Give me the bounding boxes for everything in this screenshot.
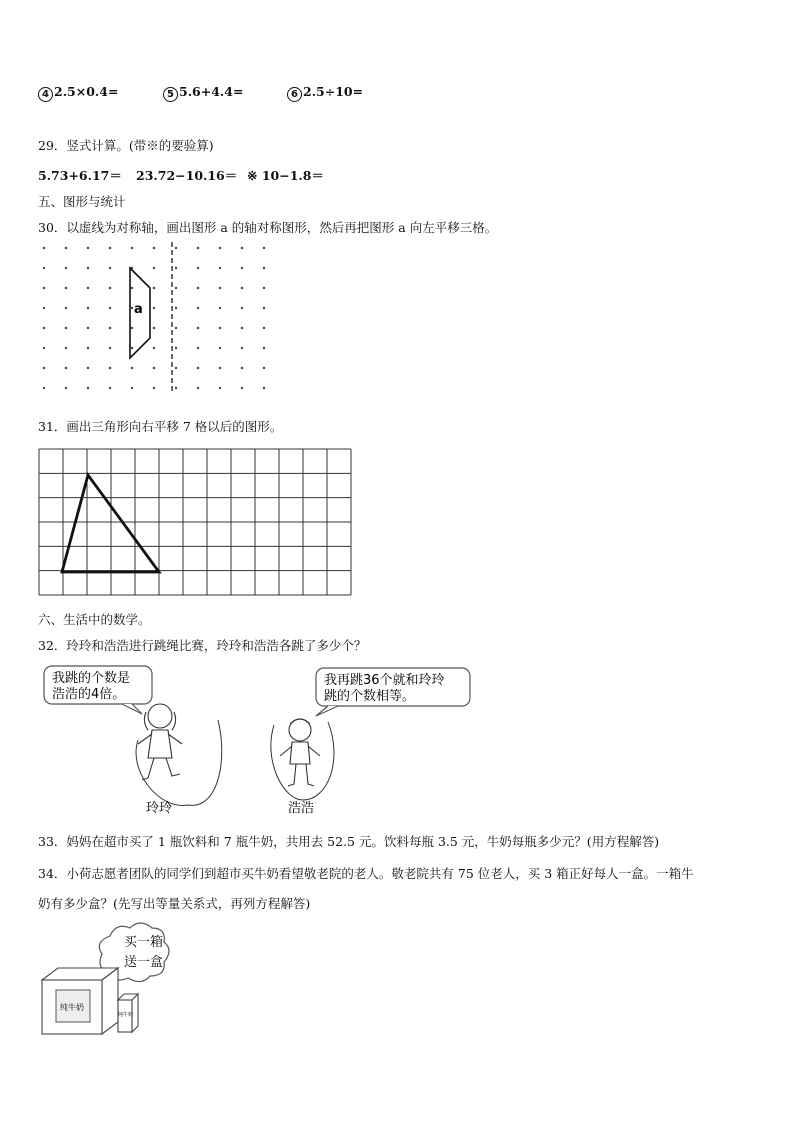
girl-bubble-line-2: 浩浩的4倍。 [52,687,126,702]
grid-dot [131,327,133,329]
grid-dot [109,387,111,389]
calc-expr-6: 2.5÷10= [303,84,364,99]
grid-dot [241,387,243,389]
circled-number-4: 4 [38,87,53,102]
section-5-heading: 五、图形与统计 [38,194,126,209]
q33-title: 33．妈妈在超市买了 1 瓶饮料和 7 瓶牛奶，共用去 52.5 元。饮料每瓶 3.5 元，牛奶每瓶多少元？(用方程解答) [38,834,660,849]
boy-name-label: 浩浩 [288,801,315,816]
grid-dot [219,367,221,369]
q30-title: 30．以虚线为对称轴，画出图形 a 的轴对称图形，然后再把图形 a 向左平移三格。 [38,220,498,235]
q31-square-grid-figure [38,448,352,596]
q29-item-2: 23.72−10.16＝ [136,168,238,183]
grid-dot [175,367,177,369]
grid-dot [43,287,45,289]
grid-dot [175,387,177,389]
grid-dot [87,367,89,369]
q31-title: 31．画出三角形向右平移 7 格以后的图形。 [38,419,283,434]
q34-illustration [38,918,178,1038]
grid-dot [65,287,67,289]
q29-title: 29．竖式计算。(带※的要验算) [38,138,214,153]
grid-dot [65,267,67,269]
calc-item-4 [38,84,118,102]
grid-dot [219,327,221,329]
grid-dot [175,327,177,329]
grid-dot [241,347,243,349]
dot-grid [43,247,265,389]
grid-dot [43,367,45,369]
grid-dot [175,347,177,349]
grid-dot [153,367,155,369]
grid-dot [109,347,111,349]
calc-expr-4: 2.5×0.4= [54,84,119,99]
grid-dot [241,247,243,249]
grid-dot [219,307,221,309]
section-6-heading: 六、生活中的数学。 [38,612,151,627]
grid-dot [109,367,111,369]
grid-dot [197,287,199,289]
circled-number-5: 5 [163,87,178,102]
shape-a-label: a [134,302,143,317]
grid-dot [43,387,45,389]
cloud-text-line-1: 买一箱 [124,935,164,950]
grid-dot [65,327,67,329]
grid-dot [131,387,133,389]
grid-dot [43,267,45,269]
grid-dot [153,307,155,309]
grid-dot [241,267,243,269]
cloud-text-line-2: 送一盒 [124,955,164,970]
grid-dot [197,267,199,269]
grid-dot [197,327,199,329]
circled-number-6: 6 [287,87,302,102]
q30-dot-grid-figure [38,238,268,398]
grid-dot [263,347,265,349]
grid-dot [153,327,155,329]
grid-dot [175,247,177,249]
q29-item-1: 5.73+6.17＝ [38,168,122,183]
grid-dot [263,327,265,329]
grid-dot [131,367,133,369]
q29-item-3: ※ 10−1.8＝ [247,168,324,183]
q32-title: 32．玲玲和浩浩进行跳绳比赛，玲玲和浩浩各跳了多少个？ [38,638,367,653]
grid-dot [175,307,177,309]
grid-dot [109,327,111,329]
grid-dot [153,267,155,269]
calc-item-6 [287,84,363,102]
grid-dot [65,387,67,389]
grid-dot [153,347,155,349]
grid-dot [197,307,199,309]
grid-dot [219,387,221,389]
grid-dot [43,307,45,309]
grid-dot [65,367,67,369]
grid-dot [131,347,133,349]
grid-dot [43,347,45,349]
grid-dot [153,247,155,249]
q34-line-1: 34．小荷志愿者团队的同学们到超市买牛奶看望敬老院的老人。敬老院共有 75 位老人，买 3 箱正好每人一盒。一箱牛 [38,866,694,881]
grid-dot [87,387,89,389]
grid-dot [241,287,243,289]
girl-bubble-line-1: 我跳的个数是 [52,671,131,686]
grid-dot [131,287,133,289]
grid-dot [65,347,67,349]
boy-bubble-line-2: 跳的个数相等。 [324,689,416,704]
q32-illustration [38,660,478,820]
grid-dot [87,347,89,349]
grid-dot [153,387,155,389]
grid-dot [87,327,89,329]
grid-dot [241,367,243,369]
grid-dot [197,247,199,249]
grid-dot [87,287,89,289]
grid-dot [197,367,199,369]
grid-dot [219,247,221,249]
box-label: 纯牛奶 [60,1003,84,1012]
grid-dot [153,287,155,289]
q34-line-2: 奶有多少盒？(先写出等量关系式，再列方程解答) [38,896,311,911]
grid-dot [109,307,111,309]
grid-dot [219,287,221,289]
calc-expr-5: 5.6+4.4= [179,84,244,99]
grid-dot [241,307,243,309]
grid-dot [263,267,265,269]
grid-dot [263,387,265,389]
carton-label: 纯牛奶 [118,1012,134,1018]
milk-box-icon [42,968,118,1034]
grid-dot [219,267,221,269]
grid-dot [197,347,199,349]
girl-name-label: 玲玲 [146,801,173,816]
girl-jumping-rope-figure [136,704,222,805]
grid-dot [263,367,265,369]
grid-dot [43,327,45,329]
grid-dot [43,247,45,249]
grid-dot [241,327,243,329]
grid-dot [87,247,89,249]
grid-dot [109,247,111,249]
grid-dot [87,267,89,269]
grid-dot [175,267,177,269]
grid-dot [65,307,67,309]
grid-dot [109,287,111,289]
calc-item-5 [163,84,243,102]
grid-dot [131,247,133,249]
grid-dot [263,247,265,249]
grid-dot [219,347,221,349]
grid-dot [87,307,89,309]
grid-dot [175,287,177,289]
grid-dot [109,267,111,269]
grid-dot [131,307,133,309]
boy-bubble-line-1: 我再跳36个就和玲玲 [324,673,445,688]
grid-dot [197,387,199,389]
grid-dot [65,247,67,249]
boy-jumping-rope-figure [271,719,334,800]
grid-dot [263,287,265,289]
grid-dot [263,307,265,309]
